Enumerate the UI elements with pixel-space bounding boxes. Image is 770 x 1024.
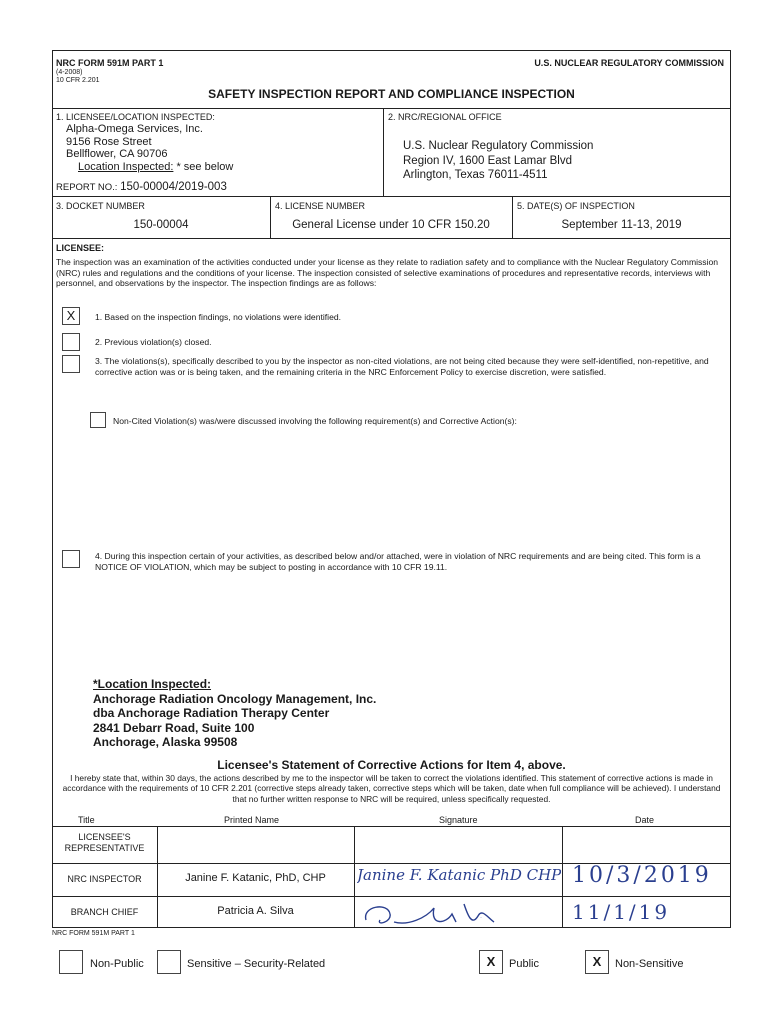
divider bbox=[52, 196, 731, 197]
dates-value: September 11-13, 2019 bbox=[561, 219, 682, 231]
item-2-checkbox[interactable] bbox=[62, 333, 80, 351]
item-3-checkbox[interactable] bbox=[62, 355, 80, 373]
col-printed-name: Printed Name bbox=[224, 815, 280, 825]
licensee-line: Bellflower, CA 90706 bbox=[66, 148, 168, 160]
non-sensitive-label: Non-Sensitive bbox=[615, 958, 684, 970]
col-title: Title bbox=[78, 815, 95, 825]
location-inspected-label: *Location Inspected: bbox=[93, 677, 212, 691]
report-number: REPORT NO.: 150-00004/2019-003 bbox=[56, 181, 227, 193]
form-date: (4-2008) bbox=[56, 69, 83, 76]
agency-name: U.S. NUCLEAR REGULATORY COMMISSION bbox=[534, 58, 724, 68]
sensitive-checkbox[interactable] bbox=[157, 950, 181, 974]
ncv-checkbox[interactable] bbox=[90, 412, 106, 428]
non-sensitive-checkbox[interactable]: X bbox=[585, 950, 609, 974]
form-title: SAFETY INSPECTION REPORT AND COMPLIANCE INSPECTION bbox=[208, 87, 575, 101]
inspector-printed-name: Janine F. Katanic, PhD, CHP bbox=[185, 872, 326, 884]
item-1-checkbox[interactable]: X bbox=[62, 307, 80, 325]
location-note: Location Inspected: * see below bbox=[78, 160, 234, 173]
license-value: General License under 10 CFR 150.20 bbox=[292, 219, 490, 231]
licensee-line: 9156 Rose Street bbox=[66, 135, 152, 148]
divider bbox=[354, 826, 355, 928]
location-inspected-block: *Location Inspected: Anchorage Radiation Oncology Management, Inc. dba Anchorage Radiation Therapy Center 2841 Debarr Road, Suite 100 Anchorage, Alaska 99508 bbox=[93, 677, 377, 749]
docket-label: 3. DOCKET NUMBER bbox=[56, 201, 145, 211]
inspector-signature: Janine F. Katanic PhD CHP bbox=[357, 866, 561, 884]
dates-label: 5. DATE(S) OF INSPECTION bbox=[517, 201, 635, 211]
form-cfr: 10 CFR 2.201 bbox=[56, 77, 100, 84]
licensee-line: Alpha-Omega Services, Inc. bbox=[66, 123, 203, 135]
divider bbox=[52, 108, 731, 109]
branch-chief-signature: PAS bbox=[480, 918, 482, 919]
col-signature: Signature bbox=[439, 815, 478, 825]
row-title-inspector: NRC INSPECTOR bbox=[67, 874, 142, 884]
docket-value: 150-00004 bbox=[133, 219, 189, 231]
divider bbox=[562, 826, 563, 928]
item-3-text: 3. The violations(s), specifically described to you by the inspector as non-cited violations, are not being cited because they were self-identified, non-repetitive, and corrective action was or is being taken, and the remaining criteria in the NRC Enforcement Policy to exercise discretion, were satisfied. bbox=[95, 356, 709, 377]
branch-chief-printed-name: Patricia A. Silva bbox=[217, 905, 294, 917]
statement-text: I hereby state that, within 30 days, the actions described by me to the inspector will be taken to correct the violations identified. This statement of corrective actions is made in accordance with the requirements of 10 CFR 2.201 (corrective steps already taken, corrective steps which will be taken, date when full compliance will be achieved). I understand that no further written response to NRC will be required, unless specifically requested. bbox=[62, 773, 721, 804]
col-date: Date bbox=[635, 815, 655, 825]
public-label: Public bbox=[509, 958, 539, 970]
divider bbox=[52, 238, 731, 239]
public-checkbox[interactable]: X bbox=[479, 950, 503, 974]
non-public-checkbox[interactable] bbox=[59, 950, 83, 974]
licensee-address bbox=[66, 123, 233, 173]
item-2-text: 2. Previous violation(s) closed. bbox=[95, 337, 212, 347]
license-label: 4. LICENSE NUMBER bbox=[275, 201, 366, 211]
branch-chief-signature-mark bbox=[360, 896, 530, 940]
footer-form-name: NRC FORM 591M PART 1 bbox=[52, 930, 135, 937]
licensee-heading: LICENSEE: bbox=[56, 243, 105, 253]
inspector-date: 10/3/2019 bbox=[572, 863, 712, 888]
item-4-text: 4. During this inspection certain of your activities, as described below and/or attached, were in violation of NRC requirements and are being cited. This form is a NOTICE OF VIOLATION, which may be subject to posting in accordance with 10 CFR 19.11. bbox=[95, 551, 701, 572]
ncv-text: Non-Cited Violation(s) was/were discussed involving the following requirement(s) and Corrective Action(s): bbox=[113, 416, 517, 426]
regional-office-label: 2. NRC/REGIONAL OFFICE bbox=[388, 112, 502, 122]
row-title-branch-chief: BRANCH CHIEF bbox=[70, 907, 139, 917]
regional-office-address: U.S. Nuclear Regulatory Commission Region IV, 1600 East Lamar Blvd Arlington, Texas 76011-4511 bbox=[403, 140, 594, 181]
item-4-checkbox[interactable] bbox=[62, 550, 80, 568]
form-name: NRC FORM 591M PART 1 bbox=[56, 58, 164, 68]
licensee-intro: The inspection was an examination of the activities conducted under your license as they relate to radiation safety and to compliance with the Nuclear Regulatory Commission (NRC) rules and regulations and the conditions of your license. The inspection consisted of selective examinations of procedures and representative records, interviews with personnel, and observations by the inspector. The inspection findings are as follows: bbox=[56, 257, 719, 289]
divider bbox=[52, 826, 731, 827]
licensee-location-label: 1. LICENSEE/LOCATION INSPECTED: bbox=[56, 112, 215, 122]
item-1-text: 1. Based on the inspection findings, no violations were identified. bbox=[95, 312, 342, 322]
sensitive-label: Sensitive – Security-Related bbox=[187, 958, 326, 970]
divider bbox=[383, 108, 384, 196]
non-public-label: Non-Public bbox=[90, 958, 144, 970]
branch-chief-date: 11/1/19 bbox=[572, 900, 671, 924]
statement-heading: Licensee's Statement of Corrective Actions for Item 4, above. bbox=[217, 758, 566, 772]
row-title-licensee: LICENSEE'S REPRESENTATIVE bbox=[64, 832, 145, 853]
